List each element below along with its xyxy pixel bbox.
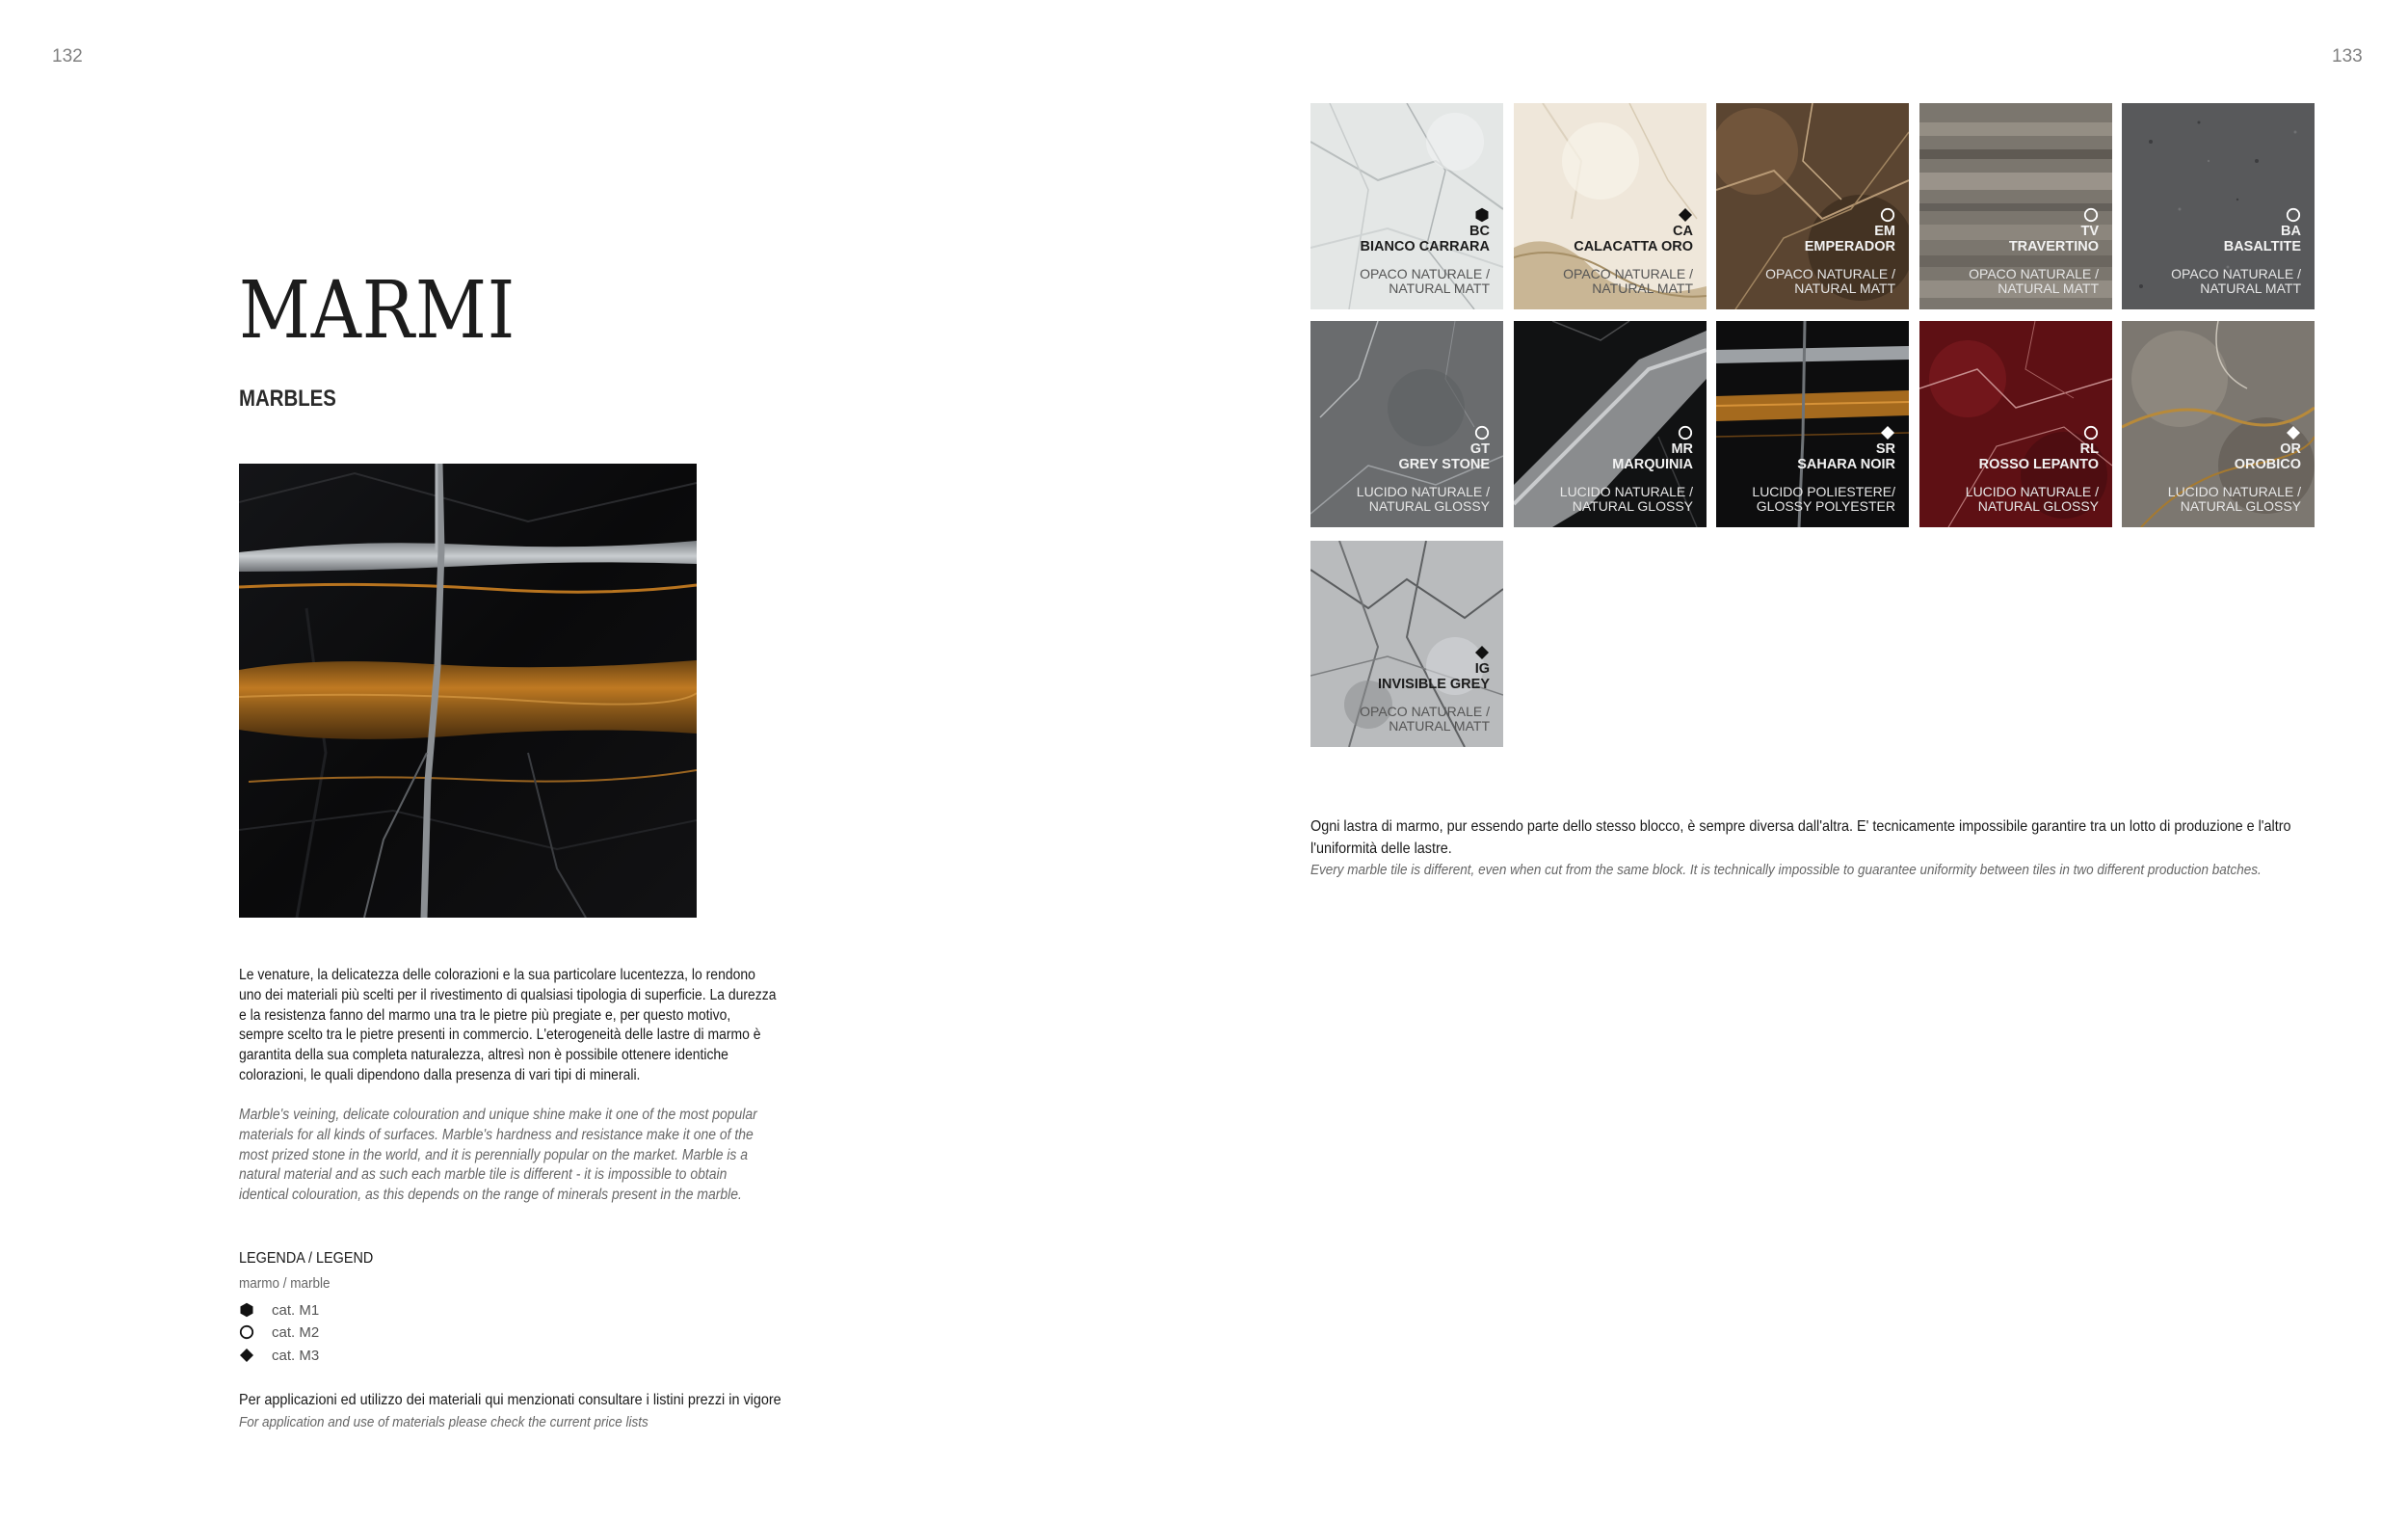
legend-item-m3 xyxy=(239,1346,319,1365)
tile-name: BIANCO CARRARA xyxy=(1360,239,1490,254)
tile-code: EM xyxy=(1874,224,1895,239)
tile-finish: OPACO NATURALE / NATURAL MATT xyxy=(1360,704,1490,734)
legend-label: cat. M1 xyxy=(272,1301,320,1319)
page-title: MARMI xyxy=(239,265,516,357)
tile-finish: OPACO NATURALE / NATURAL MATT xyxy=(1765,266,1895,296)
circle-icon xyxy=(1880,207,1895,223)
tile-name: MARQUINIA xyxy=(1612,457,1693,472)
tile-info xyxy=(1563,207,1693,296)
tile-name: EMPERADOR xyxy=(1804,239,1895,254)
tile-info xyxy=(1560,425,1693,514)
usage-note-it: Per applicazioni ed utilizzo dei materiali qui menzionati consultare i listini prezzi in vigore xyxy=(239,1392,781,1408)
tile-rosso-lepanto[interactable] xyxy=(1919,321,2112,527)
tile-info xyxy=(1969,207,2099,296)
diamond-icon xyxy=(1474,645,1490,660)
tile-finish: LUCIDO POLIESTERE/ GLOSSY POLYESTER xyxy=(1752,484,1895,514)
circle-icon xyxy=(239,1324,254,1340)
tile-grey-stone[interactable] xyxy=(1310,321,1503,527)
tile-finish: LUCIDO NATURALE / NATURAL GLOSSY xyxy=(1559,484,1693,514)
tile-name: BASALTITE xyxy=(2223,239,2301,254)
tile-finish: OPACO NATURALE / NATURAL MATT xyxy=(1360,266,1490,296)
tile-name: ROSSO LEPANTO xyxy=(1978,457,2099,472)
tile-orobico[interactable] xyxy=(2122,321,2315,527)
tile-basaltite[interactable] xyxy=(2122,103,2315,309)
tile-name: TRAVERTINO xyxy=(2008,239,2099,254)
hexagon-icon xyxy=(239,1302,254,1318)
hexagon-icon xyxy=(1474,207,1490,223)
sahara-noir-texture xyxy=(239,464,697,918)
hero-marble-image xyxy=(239,464,697,918)
legend-label: cat. M3 xyxy=(272,1347,320,1364)
uniformity-note-en: Every marble tile is different, even when cut from the same block. It is technically impossible to guarantee uniformity between tiles in two different production batches. xyxy=(1310,862,2262,878)
legend-label: cat. M2 xyxy=(272,1323,320,1341)
tile-name: CALACATTA ORO xyxy=(1574,239,1693,254)
legend-subtitle: marmo / marble xyxy=(239,1275,331,1292)
tile-info xyxy=(2171,207,2301,296)
tile-info xyxy=(1765,207,1895,296)
page-number-right: 133 xyxy=(2332,46,2363,67)
intro-text-en: Marble's veining, delicate colouration and unique shine make it one of the most popular materials for all kinds of surfaces. Marble's hardness and resistance make it one of the most prized stone in the world, and it is perennially popular on the market. Marble is a natural material and as such each marble tile is different - it is impossible to obtain identical colouration, as this depends on the range of minerals present in the marble. xyxy=(239,1107,757,1204)
tile-travertino[interactable] xyxy=(1919,103,2112,309)
tile-info xyxy=(1357,425,1490,514)
page-subtitle: MARBLES xyxy=(239,386,336,412)
uniformity-note-it: Ogni lastra di marmo, pur essendo parte dello stesso blocco, è sempre diversa dall'altra. E' tecnicamente impossibile garantire tra un lotto di produzione e l'altro l'uniformità delle lastre. xyxy=(1310,818,2291,857)
tile-finish: OPACO NATURALE / NATURAL MATT xyxy=(1969,266,2099,296)
diamond-icon xyxy=(2286,425,2301,441)
tile-marquinia[interactable] xyxy=(1514,321,1707,527)
tile-calacatta-oro[interactable] xyxy=(1514,103,1707,309)
tile-code: OR xyxy=(2280,441,2301,457)
circle-icon xyxy=(2083,425,2099,441)
tile-code: MR xyxy=(1671,441,1693,457)
tile-code: SR xyxy=(1875,441,1895,457)
tile-name: SAHARA NOIR xyxy=(1797,457,1895,472)
tile-name: INVISIBLE GREY xyxy=(1377,677,1490,692)
circle-icon xyxy=(1474,425,1490,441)
tile-finish: LUCIDO NATURALE / NATURAL GLOSSY xyxy=(1356,484,1490,514)
tile-finish: LUCIDO NATURALE / NATURAL GLOSSY xyxy=(2167,484,2301,514)
usage-note-en: For application and use of materials please check the current price lists xyxy=(239,1414,648,1430)
legend-title: LEGENDA / LEGEND xyxy=(239,1250,374,1267)
legend-item-m2 xyxy=(239,1322,319,1342)
tile-code: BA xyxy=(2281,224,2301,239)
tile-info xyxy=(1966,425,2099,514)
tile-info xyxy=(1360,645,1490,734)
circle-icon xyxy=(2286,207,2301,223)
intro-text-it: Le venature, la delicatezza delle colorazioni e la sua particolare lucentezza, lo rendono uno dei materiali più scelti per il rivestimento di qualsiasi tipologia di superficie. La durezza e la resistenza fanno del marmo una tra le pietre più pregiate e, per questo motivo, sempre scelto tra le pietre presenti in commercio. L'eterogeneità delle lastre di marmo è garantita della sua completa naturalezza, altresì non è possibile ottenere identiche colorazioni, le quali dipendono dalla presenza di vari tipi di minerali. xyxy=(239,967,777,1083)
tile-emperador[interactable] xyxy=(1716,103,1909,309)
tile-name: OROBICO xyxy=(2234,457,2301,472)
tile-finish: LUCIDO NATURALE / NATURAL GLOSSY xyxy=(1965,484,2099,514)
tile-sahara-noir[interactable] xyxy=(1716,321,1909,527)
tile-info xyxy=(1752,425,1895,514)
tile-code: BC xyxy=(1469,224,1490,239)
tile-bianco-carrara[interactable] xyxy=(1310,103,1503,309)
tile-code: IG xyxy=(1474,661,1490,677)
tile-code: TV xyxy=(2080,224,2099,239)
tile-code: GT xyxy=(1469,441,1490,457)
tile-info xyxy=(2168,425,2301,514)
page-number-left: 132 xyxy=(52,46,83,67)
tile-info xyxy=(1360,207,1490,296)
circle-icon xyxy=(1678,425,1693,441)
diamond-icon xyxy=(1678,207,1693,223)
legend-item-m1 xyxy=(239,1300,319,1320)
tile-name: GREY STONE xyxy=(1398,457,1490,472)
tile-finish: OPACO NATURALE / NATURAL MATT xyxy=(2171,266,2301,296)
tile-code: CA xyxy=(1673,224,1693,239)
diamond-icon xyxy=(1880,425,1895,441)
tile-finish: OPACO NATURALE / NATURAL MATT xyxy=(1563,266,1693,296)
tile-invisible-grey[interactable] xyxy=(1310,541,1503,747)
diamond-icon xyxy=(239,1348,254,1363)
tile-code: RL xyxy=(2079,441,2099,457)
circle-icon xyxy=(2083,207,2099,223)
